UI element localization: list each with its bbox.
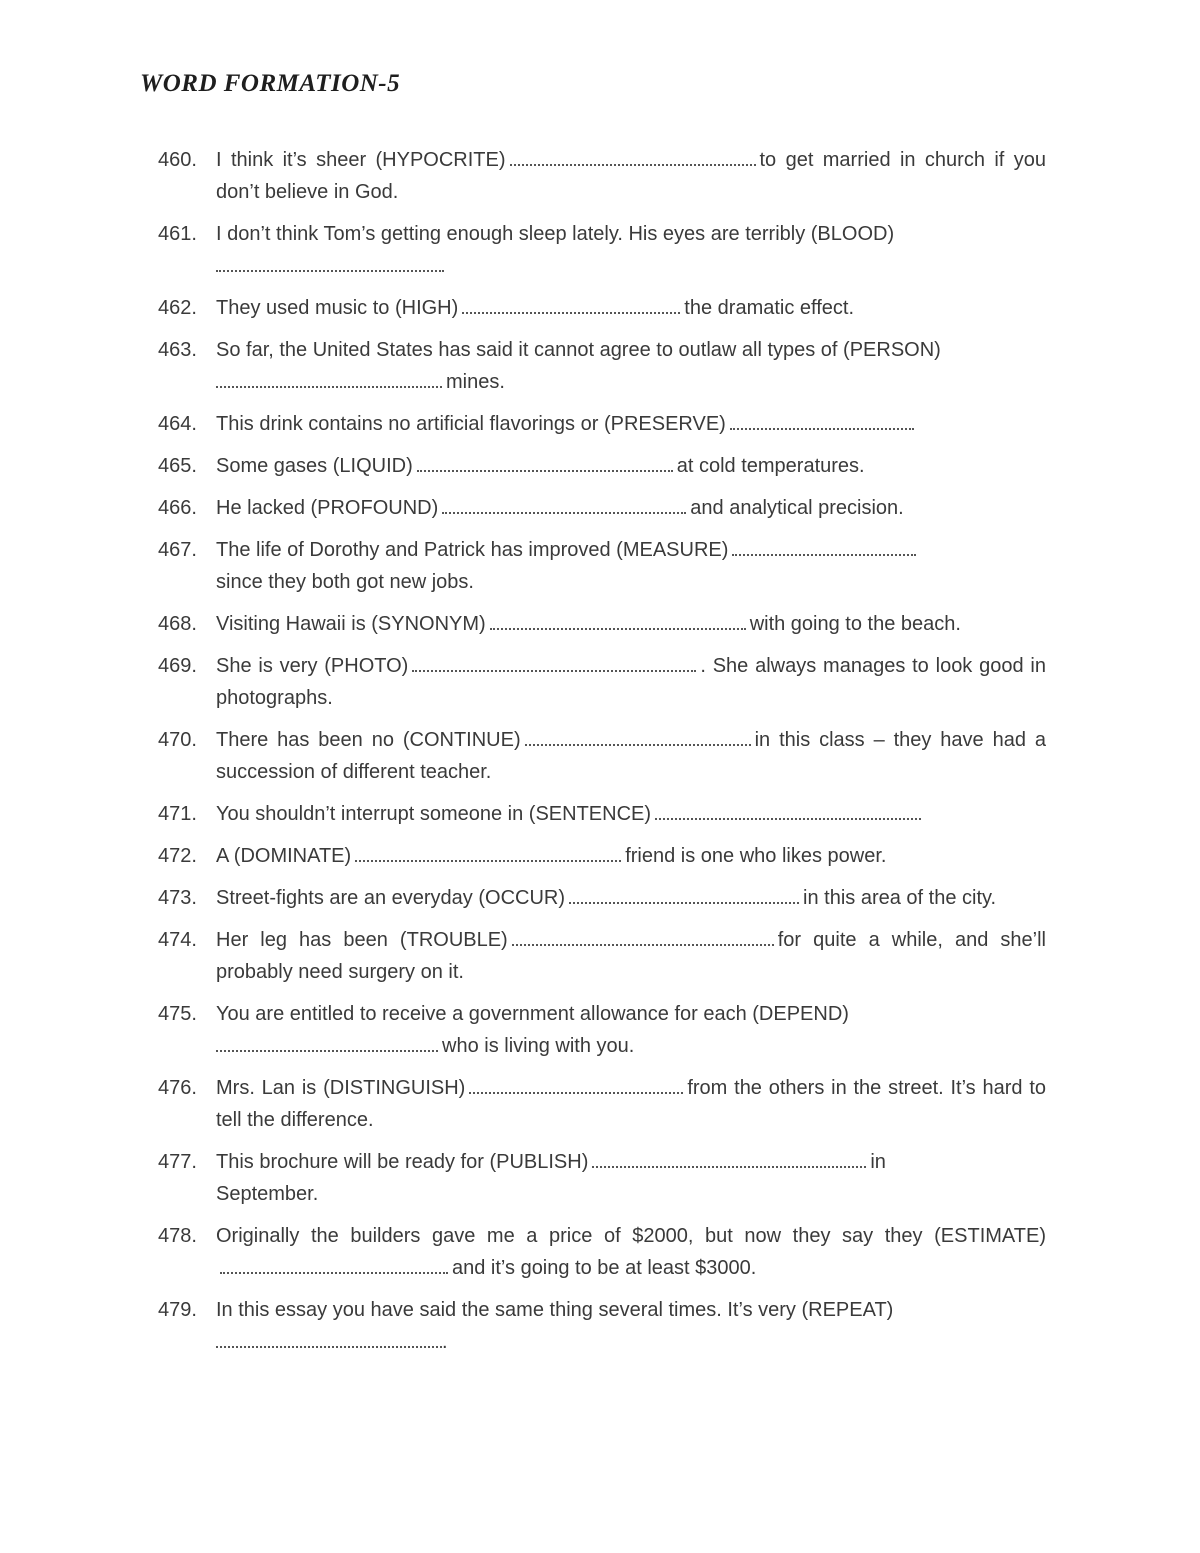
exercise-item: [158, 882, 1046, 914]
item-number: 472.: [158, 845, 197, 867]
item-text-before: Street-fights are an everyday (OCCUR): [216, 887, 566, 909]
item-text-after: from the others in the street. It’s hard to tell the difference.: [216, 1077, 1046, 1131]
worksheet-title: WORD FORMATION-5: [140, 70, 401, 97]
item-text: [216, 924, 1046, 988]
item-text: [216, 534, 1046, 598]
item-text-before: Some gases (LIQUID): [216, 455, 413, 477]
item-text-before: This drink contains no artificial flavorings or (PRESERVE): [216, 413, 726, 435]
item-text-after: and analytical precision.: [690, 497, 904, 519]
exercise-item: [158, 650, 1046, 714]
answer-blank[interactable]: [730, 427, 914, 430]
answer-blank[interactable]: [216, 1345, 442, 1348]
exercise-item: [158, 492, 1046, 524]
item-text-after: . She always manages to look good in photographs.: [216, 655, 1046, 709]
answer-blank[interactable]: [512, 943, 774, 946]
item-text-after: the dramatic effect.: [684, 297, 855, 319]
item-text-before: There has been no (CONTINUE): [216, 729, 521, 751]
item-text-after: in September.: [216, 1151, 886, 1205]
item-number: 460.: [158, 149, 197, 171]
item-number: 464.: [158, 413, 197, 435]
exercise-item: [158, 292, 1046, 324]
answer-blank[interactable]: [220, 1271, 448, 1274]
item-number: 471.: [158, 803, 197, 825]
item-text-before: They used music to (HIGH): [216, 297, 459, 319]
exercise-item: [158, 144, 1046, 208]
answer-blank[interactable]: [732, 553, 916, 556]
item-number: 475.: [158, 1003, 197, 1025]
answer-blank[interactable]: [462, 311, 680, 314]
item-text-before: In this essay you have said the same thing several times. It’s very (REPEAT): [216, 1299, 894, 1321]
answer-blank[interactable]: [655, 817, 921, 820]
exercise-item: [158, 1146, 1046, 1210]
item-text-after: who is living with you.: [442, 1035, 635, 1057]
answer-blank[interactable]: [592, 1165, 866, 1168]
item-number: 479.: [158, 1299, 197, 1321]
item-text-before: He lacked (PROFOUND): [216, 497, 439, 519]
answer-blank[interactable]: [355, 859, 621, 862]
exercise-item: [158, 840, 1046, 872]
item-text-after: since they both got new jobs.: [216, 571, 474, 593]
item-text-after: to get married in church if you don’t believe in God.: [216, 149, 1046, 203]
item-text-before: I think it’s sheer (HYPOCRITE): [216, 149, 506, 171]
item-text-after: with going to the beach.: [749, 613, 961, 635]
item-text-before: I don’t think Tom’s getting enough sleep lately. His eyes are terribly (BLOOD): [216, 223, 895, 245]
answer-blank[interactable]: [510, 163, 756, 166]
item-text-after: and it’s going to be at least $3000.: [452, 1257, 757, 1279]
item-text-before: She is very (PHOTO): [216, 655, 409, 677]
item-text: [216, 218, 1046, 282]
item-number: 474.: [158, 929, 197, 951]
answer-blank[interactable]: [412, 669, 696, 672]
item-text: [216, 1072, 1046, 1136]
answer-blank[interactable]: [469, 1091, 683, 1094]
item-number: 470.: [158, 729, 197, 751]
answer-blank[interactable]: [216, 385, 442, 388]
exercise-item: [158, 724, 1046, 788]
item-text-after: for quite a while, and she’ll probably need surgery on it.: [216, 929, 1046, 983]
item-text: [216, 450, 1046, 482]
exercise-item: [158, 1072, 1046, 1136]
exercise-item: [158, 334, 1046, 398]
item-text: [216, 408, 1046, 440]
item-number: 478.: [158, 1225, 197, 1247]
item-text: [216, 650, 1046, 714]
item-text: [216, 840, 1046, 872]
answer-blank[interactable]: [490, 627, 746, 630]
item-number: 466.: [158, 497, 197, 519]
item-number: 461.: [158, 223, 197, 245]
item-text: [216, 492, 1046, 524]
item-number: 473.: [158, 887, 197, 909]
item-text-before: Her leg has been (TROUBLE): [216, 929, 508, 951]
item-text-before: The life of Dorothy and Patrick has improved (MEASURE): [216, 539, 729, 561]
item-text-before: This brochure will be ready for (PUBLISH): [216, 1151, 589, 1173]
exercise-item: [158, 998, 1046, 1062]
item-text: [216, 1220, 1046, 1284]
exercise-item: [158, 408, 1046, 440]
answer-blank[interactable]: [417, 469, 673, 472]
item-text-before: A (DOMINATE): [216, 845, 352, 867]
item-text-before: So far, the United States has said it cannot agree to outlaw all types of (PERSON): [216, 339, 941, 361]
answer-blank[interactable]: [442, 511, 686, 514]
item-text-before: Mrs. Lan is (DISTINGUISH): [216, 1077, 466, 1099]
item-text: [216, 292, 1046, 324]
item-text: [216, 1146, 1046, 1210]
item-number: 462.: [158, 297, 197, 319]
answer-blank[interactable]: [525, 743, 751, 746]
item-text: [216, 1294, 1046, 1358]
exercise-item: [158, 798, 1046, 830]
item-number: 476.: [158, 1077, 197, 1099]
item-text: [216, 608, 1046, 640]
exercise-item: [158, 924, 1046, 988]
item-text-before: You shouldn’t interrupt someone in (SENTENCE): [216, 803, 652, 825]
item-text: [216, 882, 1046, 914]
item-text-after: friend is one who likes power.: [625, 845, 887, 867]
exercise-item: [158, 1294, 1046, 1358]
exercise-item: [158, 1220, 1046, 1284]
item-text-after: at cold temperatures.: [676, 455, 865, 477]
exercise-item: [158, 218, 1046, 282]
item-number: 467.: [158, 539, 197, 561]
item-text-after: mines.: [446, 371, 505, 393]
item-text-before: You are entitled to receive a government allowance for each (DEPEND): [216, 1003, 849, 1025]
exercise-item: [158, 450, 1046, 482]
exercise-item: [158, 534, 1046, 598]
exercise-item: [158, 608, 1046, 640]
item-number: 468.: [158, 613, 197, 635]
item-number: 465.: [158, 455, 197, 477]
item-number: 469.: [158, 655, 197, 677]
item-text: [216, 144, 1046, 208]
item-text-after: in this area of the city.: [803, 887, 997, 909]
answer-blank[interactable]: [216, 269, 444, 272]
item-text-before: Visiting Hawaii is (SYNONYM): [216, 613, 486, 635]
item-text: [216, 724, 1046, 788]
item-text: [216, 334, 1046, 398]
answer-blank[interactable]: [216, 1049, 438, 1052]
item-text-before: Originally the builders gave me a price of $2000, but now they say they (ESTIMATE): [216, 1225, 1046, 1247]
item-text-after: .: [442, 1331, 448, 1353]
exercise-list: [158, 144, 1046, 1368]
answer-blank[interactable]: [569, 901, 799, 904]
item-text-after: in this class – they have had a succession of different teacher.: [216, 729, 1046, 783]
item-text: [216, 998, 1046, 1062]
item-text: [216, 798, 1046, 830]
item-number: 463.: [158, 339, 197, 361]
item-number: 477.: [158, 1151, 197, 1173]
